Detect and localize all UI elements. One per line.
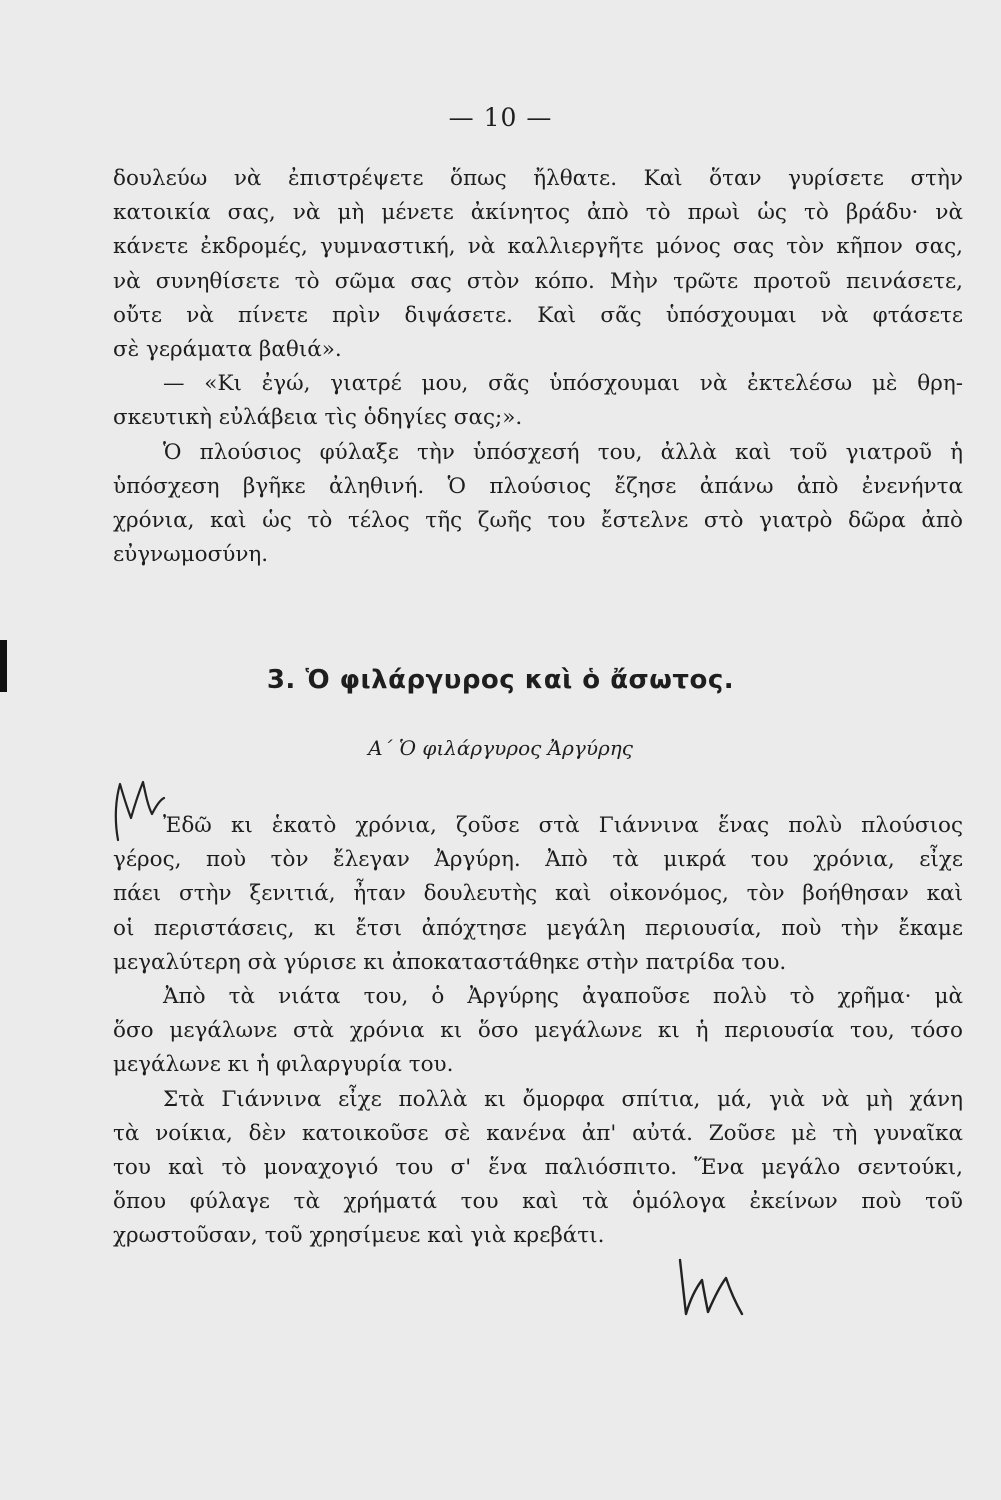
text-line: Ὁ πλούσιος φύλαξε τὴν ὑπόσχεσή του, ἀλλὰ καὶ τοῦ γιατροῦ ἡ (163, 439, 963, 465)
text-line: — «Κι ἐγώ, γιατρέ μου, σᾶς ὑπόσχουμαι νὰ ἐκτελέσω μὲ θρη- (163, 371, 963, 397)
subheading: Α΄ Ὁ φιλάργυρος Ἀργύρης (368, 736, 633, 760)
text-line: οἱ περιστάσεις, κι ἔτσι ἀπόχτησε μεγάλη περιουσία, ποὺ τὴν ἔκαμε (113, 915, 963, 941)
text-line: κατοικία σας, νὰ μὴ μένετε ἀκίνητος ἀπὸ τὸ πρωὶ ὡς τὸ βράδυ· νὰ (113, 200, 963, 226)
text-line: Στὰ Γιάννινα εἶχε πολλὰ κι ὄμορφα σπίτια, μά, γιὰ νὰ μὴ χάνη (163, 1086, 963, 1112)
text-line: κάνετε ἐκδρομές, γυμναστική, νὰ καλλιεργῆτε μόνος σας τὸν κῆπον σας, (113, 234, 963, 260)
text-line: ὅσο μεγάλωνε στὰ χρόνια κι ὅσο μεγάλωνε κι ἡ περιουσία του, τόσο (113, 1018, 963, 1044)
text-line: σκευτικὴ εὐλάβεια τὶς ὁδηγίες σας;». (113, 405, 523, 431)
text-line: Ἐδῶ κι ἑκατὸ χρόνια, ζοῦσε στὰ Γιάννινα ἕνας πολὺ πλούσιος (163, 813, 963, 838)
text-line: σὲ γεράματα βαθιά». (113, 337, 342, 363)
text-line: νὰ συνηθίσετε τὸ σῶμα σας στὸν κόπο. Μὴν τρῶτε προτοῦ πεινάσετε, (113, 268, 963, 294)
text-line: του καὶ τὸ μοναχογιό του σ' ἕνα παλιόσπιτο. Ἕνα μεγάλο σεντούκι, (113, 1155, 963, 1181)
text-line: μεγαλύτερη σὰ γύρισε κι ἀποκαταστάθηκε στὴν πατρίδα του. (113, 949, 787, 975)
text-line: χρόνια, καὶ ὡς τὸ τέλος τῆς ζωῆς του ἔστελνε στὸ γιατρὸ δῶρα ἀπὸ (113, 508, 963, 534)
text-line: Ἀπὸ τὰ νιάτα του, ὁ Ἀργύρης ἀγαποῦσε πολὺ τὸ χρῆμα· μὰ (163, 984, 963, 1010)
text-line: γέρος, ποὺ τὸν ἔλεγαν Ἀργύρη. Ἀπὸ τὰ μικρά του χρόνια, εἶχε (113, 847, 963, 873)
text-line: μεγάλωνε κι ἡ φιλαργυρία του. (113, 1052, 454, 1078)
page-number: — 10 — (448, 103, 553, 132)
section-heading: 3. Ὁ φιλάργυρος καὶ ὁ ἄσωτος. (266, 665, 735, 695)
text-line: χρωστοῦσαν, τοῦ χρησίμευε καὶ γιὰ κρεβάτι. (113, 1223, 605, 1249)
text-line: πάει στὴν ξενιτιά, ἦταν δουλευτὴς καὶ οἰκονόμος, τὸν βοήθησαν καὶ (113, 881, 963, 907)
text-line: δουλεύω νὰ ἐπιστρέψετε ὅπως ἤλθατε. Καὶ ὅταν γυρίσετε στὴν (113, 166, 963, 191)
text-line: εὐγνωμοσύνη. (113, 542, 269, 568)
text-line: ὅπου φύλαγε τὰ χρήματά του καὶ τὰ ὁμόλογα ἐκείνων ποὺ τοῦ (113, 1189, 963, 1215)
text-block-top (113, 162, 963, 572)
handwritten-initials-mark (672, 1254, 752, 1320)
text-line: οὔτε νὰ πίνετε πρὶν διψάσετε. Καὶ σᾶς ὑπόσχουμαι νὰ φτάσετε (113, 302, 963, 328)
text-line: τὰ νοίκια, δὲν κατοικοῦσε σὲ κανένα ἀπ' αὐτά. Ζοῦσε μὲ τὴ γυναῖκα (113, 1120, 963, 1146)
text-line: ὑπόσχεση βγῆκε ἀληθινή. Ὁ πλούσιος ἔζησε ἀπάνω ἀπὸ ἐνενήντα (113, 473, 963, 499)
text-block-bottom (113, 809, 963, 1254)
